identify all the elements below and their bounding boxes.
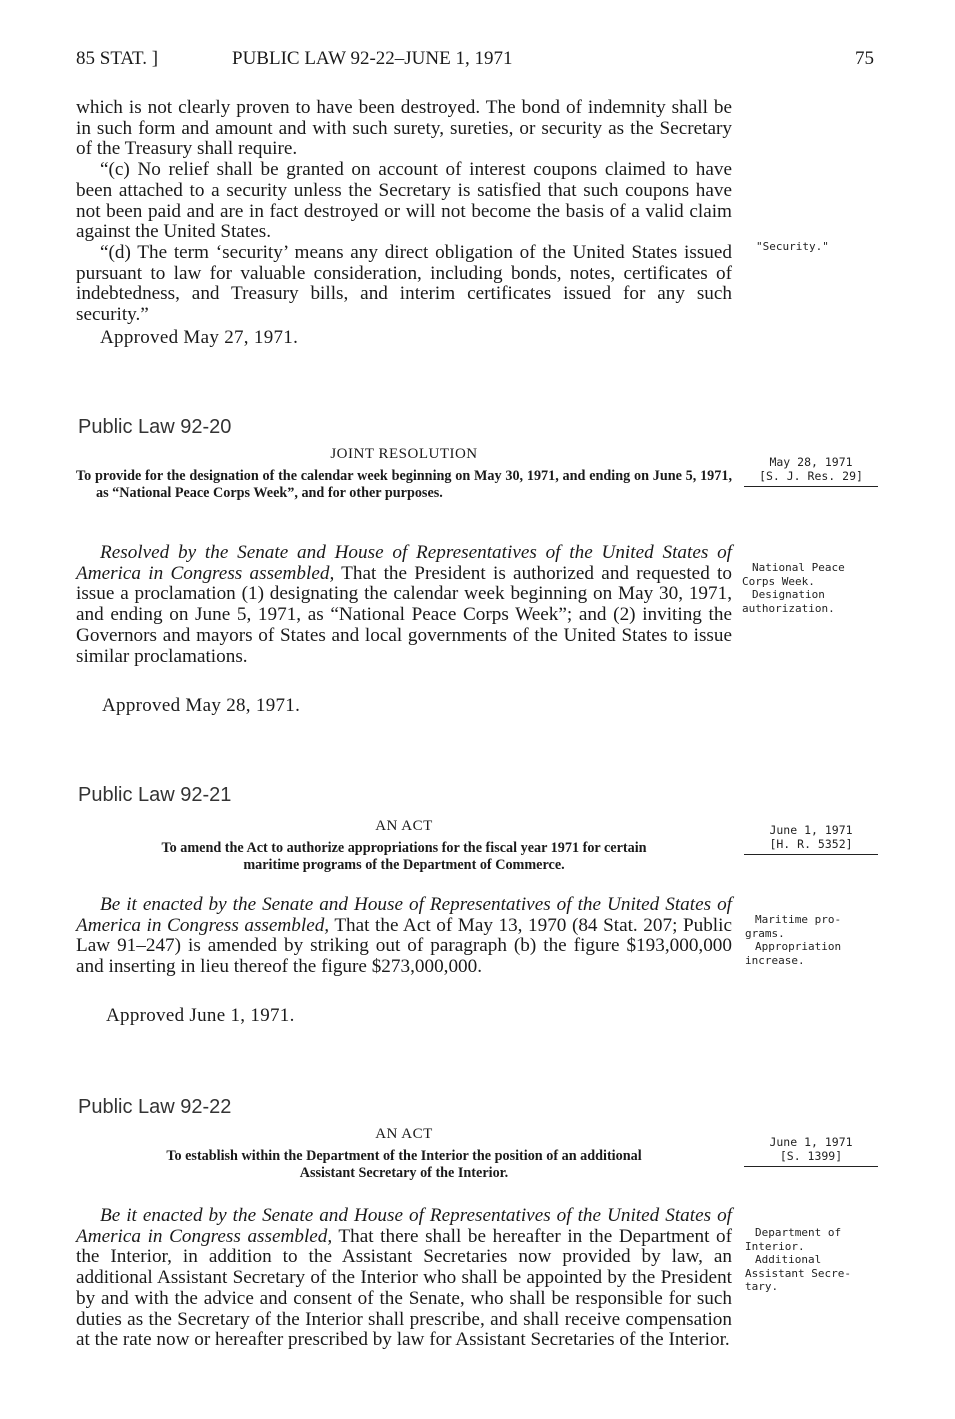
law-purpose: To establish within the Department of the Interior the position of an additional Assistant Secretary of the Interior. xyxy=(166,1148,642,1181)
margin-rule xyxy=(744,486,878,487)
approved-date: Approved June 1, 1971. xyxy=(106,1005,295,1026)
subsection-c: “(c) No relief shall be granted on account of interest coupons claimed to have been attached to a security unless the Secretary is satisfied that such coupons have not been paid and are in fact destroyed or will not become the basis of a valid claim against the United States. xyxy=(76,159,732,243)
enacting-clause: Be it enacted by the Senate and House of Representatives of the United States of America in Congress assembled, xyxy=(76,1205,732,1247)
law-text: That there shall be hereafter in the Department of the Interior, in addition to the Assistant Secretaries now provided by law, an additional Assistant Secretary of the Interior who shall be appointed by the President by and with the advice and consent of the Senate, who shall be responsible for such duties as the Secretary of the Interior shall prescribe, and shall receive compensation at the rate now or hereafter prescribed by law for Assistant Secretaries of the Interior. xyxy=(76,1225,732,1351)
approved-date: Approved May 27, 1971. xyxy=(100,327,299,348)
bill-reference: [H. R. 5352] xyxy=(769,837,853,851)
margin-rule xyxy=(744,854,878,855)
law-type: AN ACT xyxy=(375,1126,433,1142)
continuation-paragraph: which is not clearly proven to have been destroyed. The bond of indemnity shall be in such form and amount and with such surety, sureties, or security as the Secretary of the Treasury shall require. xyxy=(76,97,732,160)
margin-rule xyxy=(744,1166,878,1167)
law-title-92-21: Public Law 92-21 xyxy=(78,784,232,806)
law-purpose: To provide for the designation of the calendar week beginning on May 30, 1971, and ending on June 5, 1971, as “National Peace Corps Week”, and for other purposes. xyxy=(76,468,732,501)
margin-note-peace-corps: National Peace Corps Week. Designation authorization. xyxy=(742,561,845,615)
enactment-date: June 1, 1971 xyxy=(769,1135,853,1149)
subsection-d: “(d) The term ‘security’ means any direct obligation of the United States issued pursuant to law for valuable consideration, including bonds, notes, certificates of indebtedness, and Treasury bills, and interim certificates issued for any such security.” xyxy=(76,241,732,326)
law-type: AN ACT xyxy=(375,818,433,834)
page-number: 75 xyxy=(855,48,874,69)
law-text: That the President is authorized and requested to issue a proclamation (1) designating the calendar week beginning on May 30, 1971, and ending on June 5, 1971, as “National Peace Corps Week”; and (2) inviting the Governors and mayors of States and local governments of the United States to issue similar proclamations. xyxy=(76,562,732,667)
law-purpose: To amend the Act to authorize appropriations for the fiscal year 1971 for certain maritime programs of the Department of Commerce. xyxy=(161,840,647,873)
law-body-92-22 xyxy=(76,1206,732,1351)
margin-note-maritime: Maritime pro- grams. Appropriation increase. xyxy=(745,913,842,967)
law-body-92-21 xyxy=(76,895,732,978)
continuation-section xyxy=(76,98,732,326)
law-title-92-22: Public Law 92-22 xyxy=(78,1096,232,1118)
law-type: JOINT RESOLUTION xyxy=(330,446,478,462)
enactment-date: June 1, 1971 xyxy=(769,823,853,837)
bill-reference: [S. J. Res. 29] xyxy=(759,469,863,483)
enacting-clause: Be it enacted by the Senate and House of Representatives of the United States of America in Congress assembled, xyxy=(76,894,732,936)
volume-label: 85 STAT. ] xyxy=(76,48,159,69)
page-title: PUBLIC LAW 92-22–JUNE 1, 1971 xyxy=(232,48,513,69)
law-title-92-20: Public Law 92-20 xyxy=(78,416,232,438)
approved-date: Approved May 28, 1971. xyxy=(102,695,301,716)
enactment-date: May 28, 1971 xyxy=(769,455,853,469)
enacting-clause: Resolved by the Senate and House of Representatives of the United States of America in Congress assembled, xyxy=(76,542,732,584)
law-text: That the Act of May 13, 1970 (84 Stat. 207; Public Law 91–247) is amended by striking out of paragraph (b) the figure $193,000,000 and inserting in lieu thereof the figure $273,000,000. xyxy=(76,914,732,978)
margin-note-security: "Security." xyxy=(756,240,829,253)
law-body-92-20 xyxy=(76,543,732,667)
margin-note-interior: Department of Interior. Additional Assistant Secre- tary. xyxy=(745,1226,851,1294)
bill-reference: [S. 1399] xyxy=(779,1149,843,1163)
